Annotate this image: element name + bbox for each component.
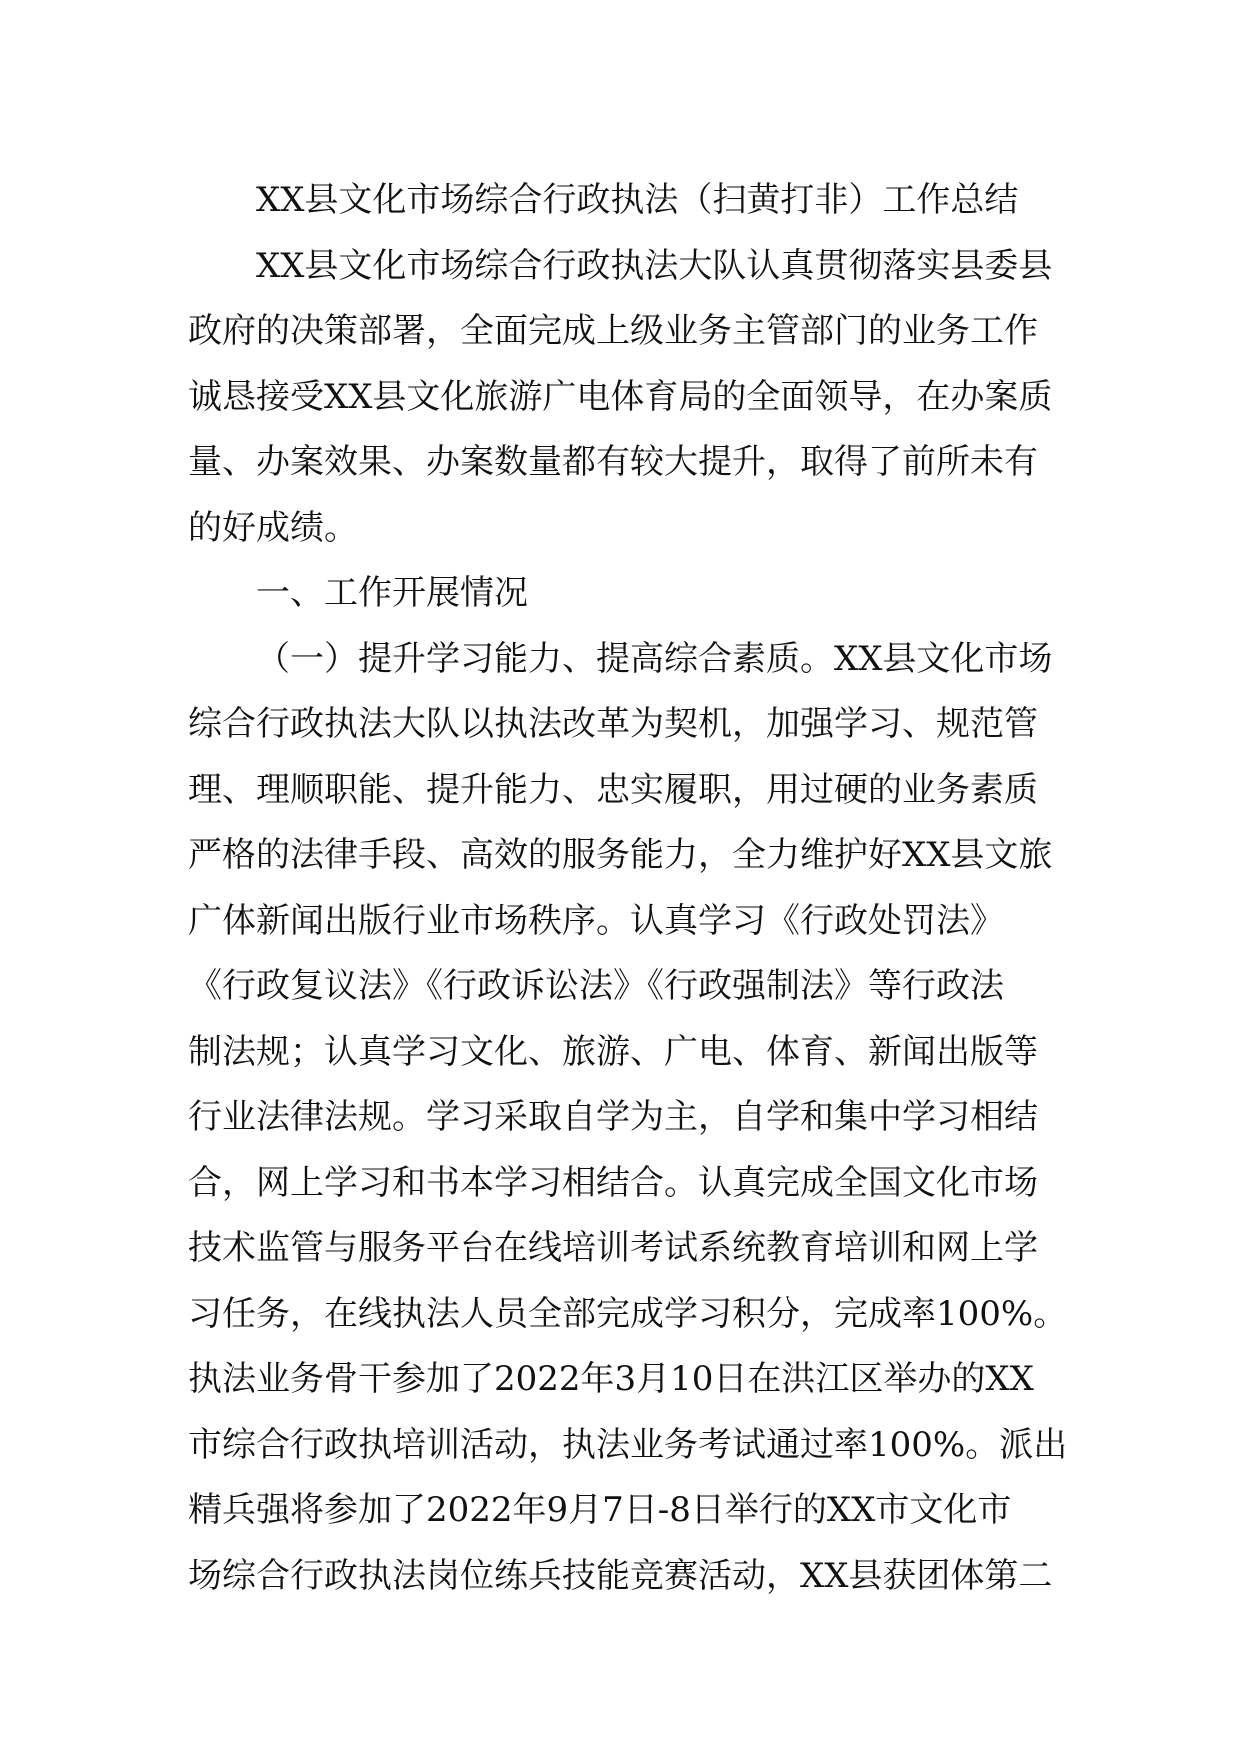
paragraph-line: 习任务，在线执法人员全部完成学习积分，完成率100%。	[188, 1293, 1068, 1334]
paragraph-line: 诚恳接受XX县文化旅游广电体育局的全面领导，在办案质	[188, 376, 1053, 417]
paragraph-line: 技术监管与服务平台在线培训考试系统教育培训和网上学	[188, 1228, 1038, 1268]
paragraph-line: （一）提升学习能力、提高综合素质。XX县文化市场	[256, 638, 1053, 679]
paragraph-line: 理、理顺职能、提升能力、忠实履职，用过硬的业务素质	[188, 769, 1038, 810]
paragraph-line: 严格的法律手段、高效的服务能力，全力维护好XX县文旅	[188, 835, 1053, 875]
paragraph-line: 综合行政执法大队以执法改革为契机，加强学习、规范管	[188, 704, 1038, 744]
paragraph-line: 制法规；认真学习文化、旅游、广电、体育、新闻出版等	[188, 1031, 1038, 1072]
paragraph-line: 市综合行政执培训活动，执法业务考试通过率100%。派出	[188, 1424, 1068, 1465]
paragraph-line: 《行政复议法》《行政诉讼法》《行政强制法》等行政法	[188, 966, 1004, 1006]
paragraph-line: 的好成绩。	[188, 507, 358, 548]
section-heading: 一、工作开展情况	[256, 573, 528, 613]
paragraph-line: 行业法律法规。学习采取自学为主，自学和集中学习相结	[188, 1097, 1038, 1137]
paragraph-line: 执法业务骨干参加了2022年3月10日在洪江区举办的XX	[188, 1359, 1034, 1399]
paragraph-line: 合，网上学习和书本学习相结合。认真完成全国文化市场	[188, 1162, 1038, 1203]
paragraph-line: XX县文化市场综合行政执法大队认真贯彻落实县委县	[256, 245, 1053, 286]
paragraph-line: 量、办案效果、办案数量都有较大提升，取得了前所未有	[188, 442, 1038, 482]
paragraph-line: 广体新闻出版行业市场秩序。认真学习《行政处罚法》	[188, 900, 1004, 941]
paragraph-line: 政府的决策部署，全面完成上级业务主管部门的业务工作	[188, 311, 1038, 351]
document-title: XX县文化市场综合行政执法（扫黄打非）工作总结	[256, 180, 1019, 220]
paragraph-line: 场综合行政执法岗位练兵技能竞赛活动，XX县获团体第二	[188, 1555, 1053, 1596]
paragraph-line: 精兵强将参加了2022年9月7日-8日举行的XX市文化市	[188, 1490, 1012, 1530]
document-body	[188, 168, 1068, 1609]
